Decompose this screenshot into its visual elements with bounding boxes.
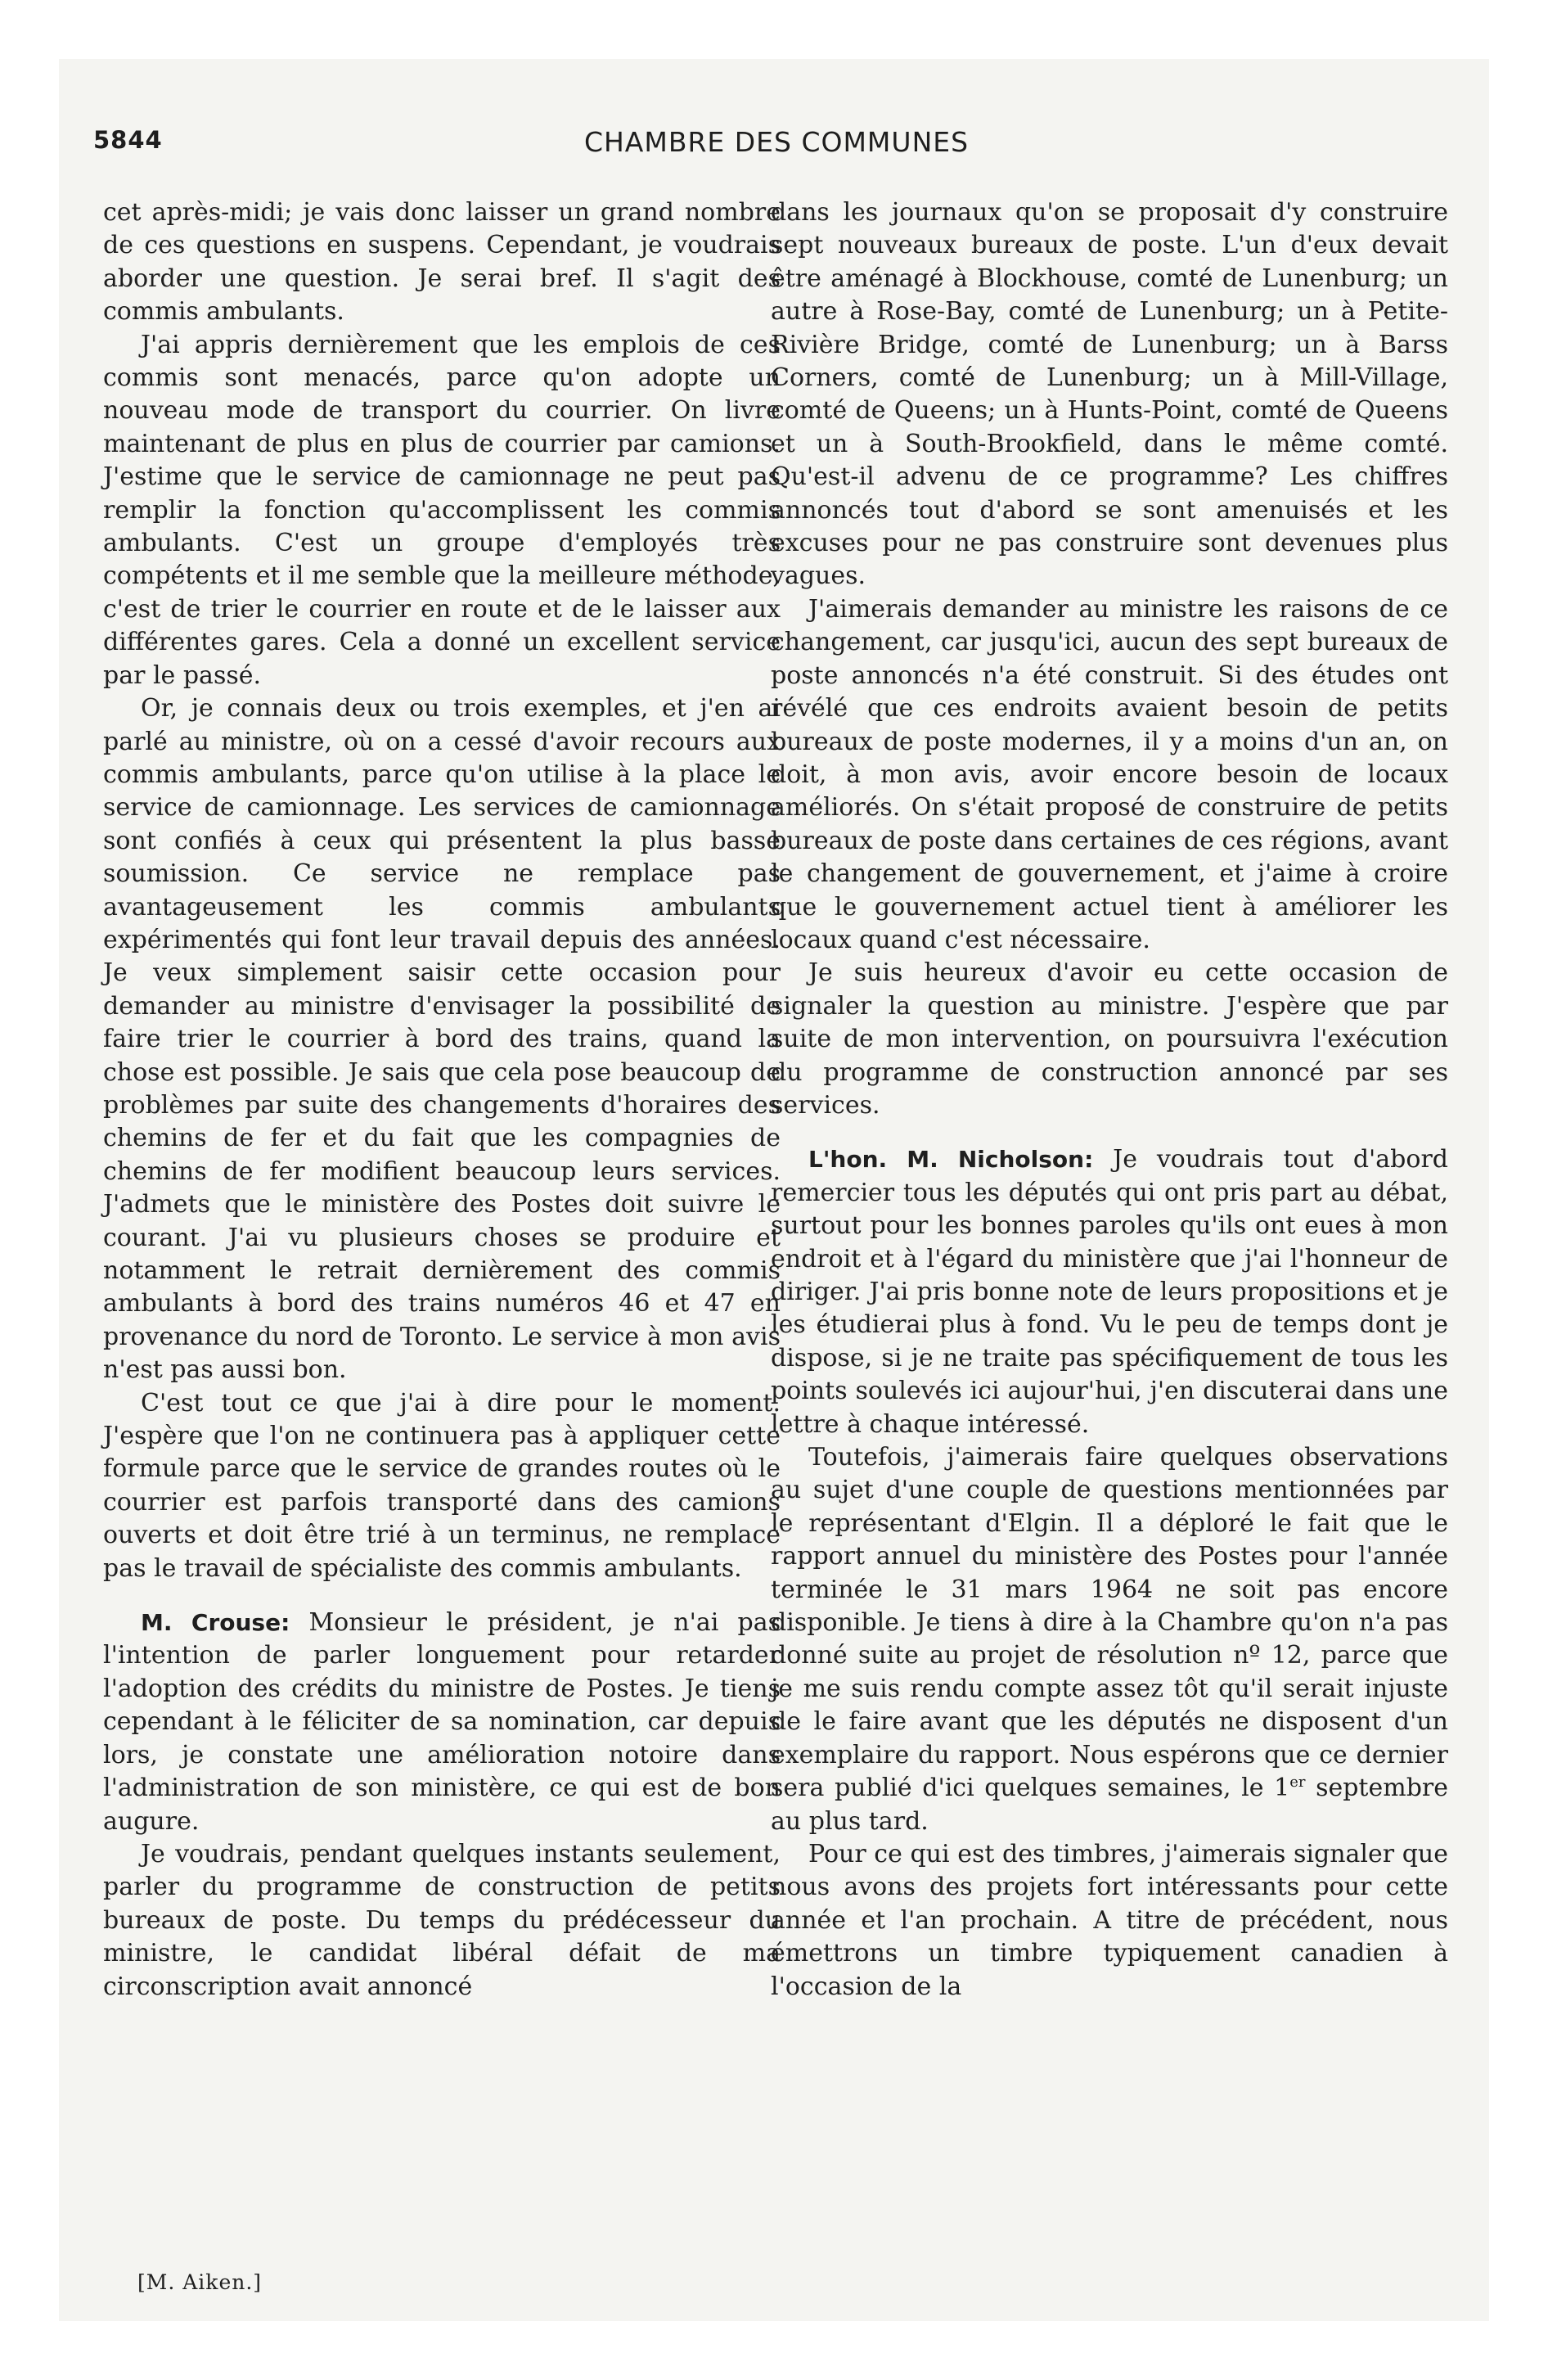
- document-page: [59, 59, 1489, 2321]
- paragraph: J'ai appris dernièrement que les emplois de ces commis sont menacés, parce qu'on adopte un nouveau mode de transport du courrier. On livre maintenant de plus en plus de courrier par camions. J'estime que le service de camionnage ne peut pas remplir la fonction qu'accomplissent les commis ambulants. C'est un groupe d'employés très compétents et il me semble que la meilleure méthode, c'est de trier le courrier en route et de le laisser aux différentes gares. Cela a donné un excellent service par le passé.: [103, 330, 781, 690]
- paragraph: Or, je connais deux ou trois exemples, et j'en ai parlé au ministre, où on a cessé d'avoir recours aux commis ambulants, parce qu'on utilise à la place le service de camionnage. Les services de camionnage sont confiés à ceux qui présentent la plus basse soumission. Ce service ne remplace pas avantageusement les commis ambulants expérimentés qui font leur travail depuis des années. Je veux simplement saisir cette occasion pour demander au ministre d'envisager la possibilité de faire trier le courrier à bord des trains, quand la chose est possible. Je sais que cela pose beaucoup de problèmes par suite des changements d'horaires des chemins de fer et du fait que les compagnies de chemins de fer modifient beaucoup leurs services. J'admets que le ministère des Postes doit suivre le courant. J'ai vu plusieurs choses se produire et notamment le retrait dernièrement des commis ambulants à bord des trains numéros 46 et 47 en provenance du nord de Toronto. Le service à mon avis n'est pas aussi bon.: [103, 694, 781, 1385]
- footer-speaker-tag: [M. Aiken.]: [137, 2270, 263, 2294]
- paragraph: dans les journaux qu'on se proposait d'y construire sept nouveaux bureaux de poste. L'un d'eux devait être aménagé à Blockhouse, comté de Lunenburg; un autre à Rose-Bay, comté de Lunenburg; un à Petite-Rivière Bridge, comté de Lunenburg; un à Barss Corners, comté de Lunenburg; un à Mill-Village, comté de Queens; un à Hunts-Point, comté de Queens et un à South-Brookfield, dans le même comté. Qu'est-il advenu de ce programme? Les chiffres annoncés tout d'abord se sont amenuisés et les excuses pour ne pas construire sont devenues plus vagues.: [771, 198, 1448, 591]
- paragraph-text-end: septembre au plus tard.: [771, 1774, 1448, 1836]
- speech-paragraph: [103, 1607, 781, 1838]
- speech-paragraph: [771, 1143, 1448, 1441]
- paragraph: cet après-midi; je vais donc laisser un grand nombre de ces questions en suspens. Cependant, je voudrais aborder une question. Je serai bref. Il s'agit des commis ambulants.: [103, 198, 781, 327]
- speaker-name: M. Crouse:: [141, 1609, 290, 1637]
- paragraph: Je suis heureux d'avoir eu cette occasion de signaler la question au ministre. J'espère que par suite de mon intervention, on poursuivra l'exécution du programme de construction annoncé par ses services.: [771, 958, 1448, 1120]
- paragraph-text: Toutefois, j'aimerais faire quelques observations au sujet d'une couple de questions mentionnées par le représentant d'Elgin. Il a déploré le fait que le rapport annuel du ministère des Postes pour l'année terminée le 31 mars 1964 ne soit pas encore disponible. Je tiens à dire à la Chambre qu'on n'a pas donné suite au projet de résolution nº 12, parce que je me suis rendu compte assez tôt qu'il serait injuste de le faire avant que les députés ne disposent d'un exemplaire du rapport. Nous espérons que ce dernier sera publié d'ici quelques semaines, le: [771, 1443, 1448, 1803]
- right-text-column: [771, 196, 1448, 2004]
- page-header: [93, 126, 1460, 175]
- speaker-name: L'hon. M. Nicholson:: [808, 1146, 1094, 1174]
- paragraph: C'est tout ce que j'ai à dire pour le moment. J'espère que l'on ne continuera pas à appliquer cette formule parce que le service de grandes routes où le courrier est parfois transporté dans des camions ouverts et doit être trié à un terminus, ne remplace pas le travail de spécialiste des commis ambulants.: [103, 1388, 781, 1583]
- ordinal-superscript: er: [1289, 1774, 1306, 1792]
- paragraph: [771, 1441, 1448, 1838]
- paragraph: Je voudrais, pendant quelques instants seulement, parler du programme de construction de petits bureaux de poste. Du temps du prédécesseur du ministre, le candidat libéral défait de ma circonscription avait annoncé: [103, 1839, 781, 2001]
- speech-text: Monsieur le président, je n'ai pas l'intention de parler longuement pour retarder l'adoption des crédits du ministre de Postes. Je tiens cependant à le féliciter de sa nomination, car depuis lors, je constate une amélioration notoire dans l'administration de son ministère, ce qui est de bon augure.: [103, 1608, 781, 1836]
- speech-text: Je voudrais tout d'abord remercier tous les députés qui ont pris part au débat, surtout pour les bonnes paroles qu'ils ont eues à mon endroit et à l'égard du ministère que j'ai l'honneur de diriger. J'ai pris bonne note de leurs propositions et je les étudierai plus à fond. Vu le peu de temps dont je dispose, si je ne traite pas spécifiquement de tous les points soulevés ici aujour'hui, j'en discuterai dans une lettre à chaque intéressé.: [771, 1145, 1448, 1439]
- running-title: CHAMBRE DES COMMUNES: [583, 126, 970, 158]
- left-text-column: [103, 196, 781, 2004]
- paragraph: J'aimerais demander au ministre les raisons de ce changement, car jusqu'ici, aucun des sept bureaux de poste annoncés n'a été construit. Si des études ont révélé que ces endroits avaient besoin de petits bureaux de poste modernes, il y a moins d'un an, on doit, à mon avis, avoir encore besoin de locaux améliorés. On s'était proposé de construire de petits bureaux de poste dans certaines de ces régions, avant le changement de gouvernement, et j'aime à croire que le gouvernement actuel tient à améliorer les locaux quand c'est nécessaire.: [771, 594, 1448, 954]
- date-number: 1: [1274, 1774, 1290, 1803]
- paragraph: Pour ce qui est des timbres, j'aimerais signaler que nous avons des projets fort intéressants pour cette année et l'an prochain. A titre de précédent, nous émettrons un timbre typiquement canadien à l'occasion de la: [771, 1839, 1448, 2001]
- page-number: 5844: [93, 126, 163, 154]
